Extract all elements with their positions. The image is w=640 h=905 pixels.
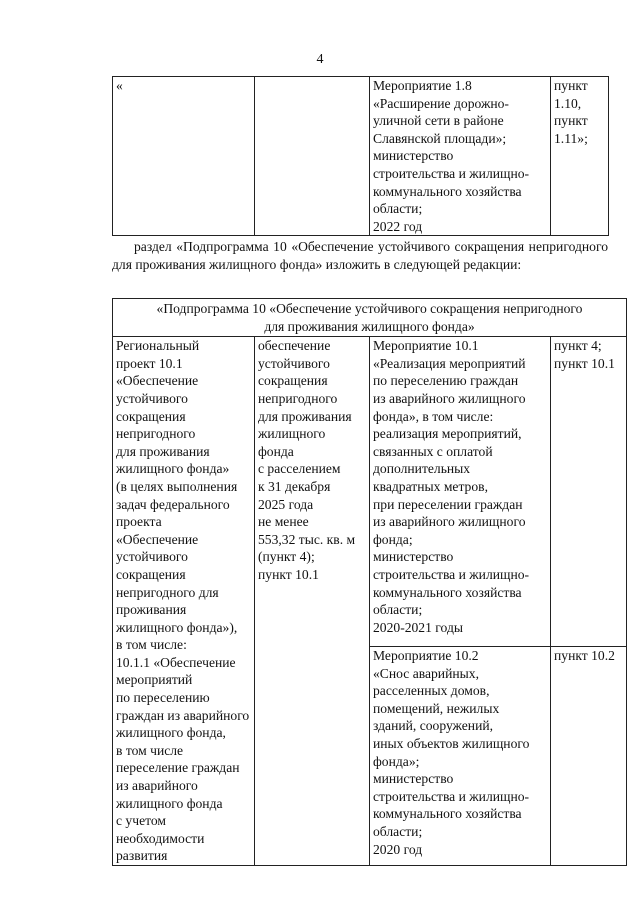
intro-paragraph: раздел «Подпрограмма 10 «Обеспечение устойчивого сокращения непригодного для проживания жилищного фонда» изложить в следующей редакции: <box>112 239 608 272</box>
table-cell-empty <box>255 77 370 236</box>
event-10-1-ref-cell: пункт 4; пункт 10.1 <box>551 337 627 647</box>
regional-project-cell: Региональный проект 10.1 «Обеспечение устойчивого сокращения непригодного для проживания жилищного фонда» (в целях выполнения задач федерального проекта «Обеспечение устойчивого сокращения непригодного для проживания жилищного фонда»), в том числе: 10.1.1 «Обеспечение мероприятий по переселению граждан из аварийного жилищного фонда, в том числе переселение граждан из аварийного жилищного фонда с учетом необходимости развития <box>113 337 255 866</box>
table-cell-event-1-8: Мероприятие 1.8 «Расширение дорожно- уличной сети в районе Славянской площади»; министерство строительства и жилищно- коммунального хозяйства области; 2022 год <box>370 77 551 236</box>
event-10-1-cell: Мероприятие 10.1 «Реализация мероприятий по переселению граждан из аварийного жилищного фонда», в том числе: реализация мероприятий, связанных с оплатой дополнительных квадратных метров, при переселении граждан из аварийного жилищного фонда; министерство строительства и жилищно- коммунального хозяйства области; 2020-2021 годы <box>370 337 551 647</box>
continuation-table <box>112 76 609 236</box>
table-cell-opening-quote: « <box>113 77 255 236</box>
subprogram-title: «Подпрограмма 10 «Обеспечение устойчивого сокращения непригодного для проживания жилищного фонда» <box>113 299 627 337</box>
goal-cell: обеспечение устойчивого сокращения непригодного для проживания жилищного фонда с расселением к 31 декабря 2025 года не менее 553,32 тыс. кв. м (пункт 4); пункт 10.1 <box>255 337 370 866</box>
table-cell-event-1-8-ref: пункт 1.10, пункт 1.11»; <box>551 77 609 236</box>
page-number: 4 <box>316 52 324 67</box>
subprogram-10-table <box>112 298 627 866</box>
event-10-2-cell: Мероприятие 10.2 «Снос аварийных, расселенных домов, помещений, нежилых зданий, сооружений, иных объектов жилищного фонда»; министерство строительства и жилищно- коммунального хозяйства области; 2020 год <box>370 647 551 866</box>
table-header-row <box>113 299 627 337</box>
table-row <box>113 337 627 647</box>
table-row <box>113 77 609 236</box>
event-10-2-ref-cell: пункт 10.2 <box>551 647 627 866</box>
